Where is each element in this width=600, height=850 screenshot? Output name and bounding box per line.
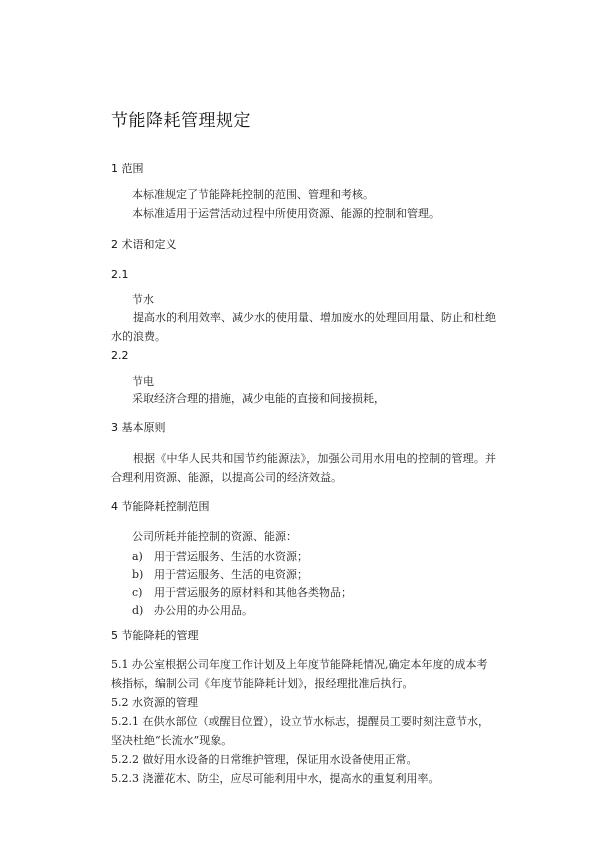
list-item-text: 用于营运服务、生活的电资源； (154, 568, 308, 581)
clause-2-2-number: 2.2 (111, 349, 129, 362)
clause-5-2-3: 5.2.3 浇灌花木、防尘，应尽可能利用中水，提高水的重复利用率。 (111, 772, 440, 785)
clause-5-2: 5.2 水资源的管理 (111, 696, 198, 709)
list-item (132, 548, 308, 564)
section-5-heading: 5 节能降耗的管理 (111, 629, 199, 642)
section-1-heading: 1 范围 (111, 162, 144, 175)
term-water-saving: 节水 (132, 293, 154, 306)
clause-2-1-number: 2.1 (111, 268, 129, 281)
list-item-text: 用于营运服务、生活的水资源； (154, 550, 308, 563)
definition-water-saving: 提高水的利用效率、减少水的使用量、增加废水的处理回用量、防止和杜绝水的浪费。 (111, 311, 496, 343)
list-item-text: 用于营运服务的原材料和其他各类物品； (154, 586, 352, 599)
scope-line-2: 本标准适用于运营活动过程中所使用资源、能源的控制和管理。 (132, 207, 440, 220)
section-4-heading: 4 节能降耗控制范围 (111, 500, 210, 513)
principle-paragraph: 根据《中华人民共和国节约能源法》，加强公司用水用电的控制的管理。并合理利用资源、能源，以提高公司的经济效益。 (111, 452, 496, 484)
section-2-heading: 2 术语和定义 (111, 238, 177, 251)
list-item (132, 584, 352, 600)
list-item-text: 办公用的办公用品。 (154, 604, 253, 617)
clause-5-2-1: 5.2.1 在供水部位（或醒目位置），设立节水标志，提醒员工要时刻注意节水，坚决杜绝“长流水”现象。 (111, 715, 489, 747)
list-item (132, 566, 308, 582)
list-marker: a) (132, 550, 143, 563)
section-3-heading: 3 基本原则 (111, 421, 166, 434)
list-marker: c) (132, 586, 143, 599)
scope-line-1: 本标准规定了节能降耗控制的范围、管理和考核。 (132, 188, 374, 201)
document-title: 节能降耗管理规定 (111, 111, 251, 131)
definition-power-saving: 采取经济合理的措施，减少电能的直接和间接损耗， (132, 392, 385, 405)
clause-5-1: 5.1 办公室根据公司年度工作计划及上年度节能降耗情况,确定本年度的成本考核指标，编制公司《年度节能降耗计划》，报经理批准后执行。 (111, 658, 488, 690)
clause-5-2-2: 5.2.2 做好用水设备的日常维护管理，保证用水设备使用正常。 (111, 753, 418, 766)
list-marker: b) (132, 568, 144, 581)
list-item (132, 602, 253, 618)
term-power-saving: 节电 (132, 375, 154, 388)
control-scope-intro: 公司所耗并能控制的资源、能源： (132, 530, 297, 543)
list-marker: d) (132, 604, 144, 617)
